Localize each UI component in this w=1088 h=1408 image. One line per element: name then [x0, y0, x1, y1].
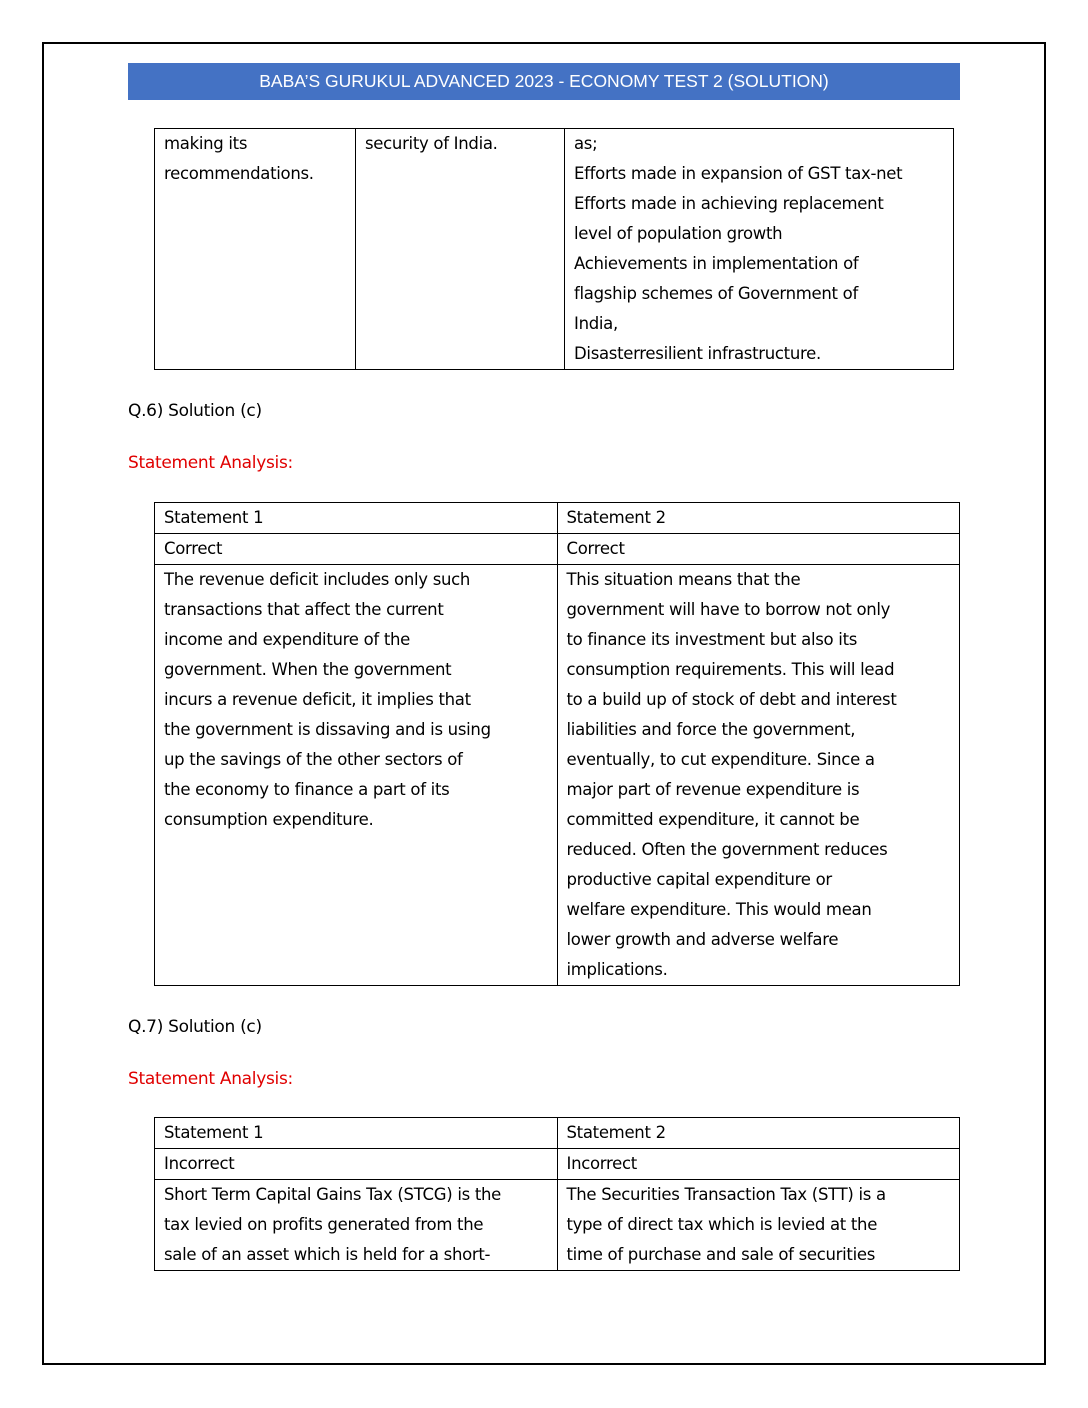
table-header-cell: Statement 1 — [155, 1118, 558, 1149]
cell-line: consumption expenditure. — [164, 810, 374, 829]
explanation-cell — [155, 1180, 558, 1271]
explanation-cell — [557, 565, 960, 986]
cell-line: eventually, to cut expenditure. Since a — [566, 750, 875, 769]
cell-line: sale of an asset which is held for a short- — [164, 1245, 491, 1264]
verdict-cell: Incorrect — [155, 1149, 558, 1180]
cell-line: Efforts made in expansion of GST tax-net — [574, 164, 903, 183]
table-header-cell: Statement 1 — [155, 503, 558, 534]
cell-line: the government is dissaving and is using — [164, 720, 491, 739]
table-header-row — [155, 503, 960, 534]
table-row — [155, 129, 954, 370]
statement-analysis-label: Statement Analysis: — [128, 1069, 293, 1089]
verdict-cell: Correct — [155, 534, 558, 565]
table-cell — [155, 129, 356, 370]
document-title: BABA’S GURUKUL ADVANCED 2023 - ECONOMY TEST 2 (SOLUTION) — [259, 71, 829, 91]
cell-line: up the savings of the other sectors of — [164, 750, 463, 769]
cell-line: income and expenditure of the — [164, 630, 411, 649]
table-cell — [356, 129, 565, 370]
verdict-row — [155, 534, 960, 565]
cell-line: productive capital expenditure or — [566, 870, 832, 889]
cell-line: making its — [164, 134, 248, 153]
cell-line: This situation means that the — [566, 570, 801, 589]
cell-line: transactions that affect the current — [164, 600, 444, 619]
cell-line: consumption requirements. This will lead — [566, 660, 895, 679]
cell-line: The Securities Transaction Tax (STT) is a — [566, 1185, 886, 1204]
table-cell — [565, 129, 954, 370]
cell-line: Achievements in implementation of — [574, 254, 859, 273]
cell-line: India, — [574, 314, 618, 333]
cell-line: liabilities and force the government, — [566, 720, 856, 739]
verdict-cell: Incorrect — [557, 1149, 960, 1180]
cell-line: committed expenditure, it cannot be — [566, 810, 860, 829]
cell-line: Disasterresilient infrastructure. — [574, 344, 821, 363]
cell-line: recommendations. — [164, 164, 314, 183]
verdict-cell: Correct — [557, 534, 960, 565]
cell-line: implications. — [566, 960, 668, 979]
cell-line: major part of revenue expenditure is — [566, 780, 860, 799]
cell-line: tax levied on profits generated from the — [164, 1215, 484, 1234]
verdict-row — [155, 1149, 960, 1180]
explanation-row — [155, 1180, 960, 1271]
explanation-cell — [557, 1180, 960, 1271]
cell-line: government will have to borrow not only — [566, 600, 891, 619]
question-heading: Q.7) Solution (c) — [128, 1017, 262, 1037]
cell-line: Short Term Capital Gains Tax (STCG) is the — [164, 1185, 502, 1204]
cell-line: to a build up of stock of debt and interest — [566, 690, 897, 709]
continued-table — [154, 128, 954, 370]
cell-line: incurs a revenue deficit, it implies that — [164, 690, 471, 709]
cell-line: type of direct tax which is levied at the — [566, 1215, 878, 1234]
cell-line: lower growth and adverse welfare — [566, 930, 839, 949]
cell-line: level of population growth — [574, 224, 783, 243]
table-header-cell: Statement 2 — [557, 503, 960, 534]
cell-line: time of purchase and sale of securities — [566, 1245, 876, 1264]
cell-line: Efforts made in achieving replacement — [574, 194, 884, 213]
statement-table — [154, 1117, 960, 1271]
cell-line: security of India. — [365, 134, 498, 153]
statement-table — [154, 502, 960, 986]
cell-line: as; — [574, 134, 598, 153]
cell-line: government. When the government — [164, 660, 452, 679]
cell-line: The revenue deficit includes only such — [164, 570, 471, 589]
cell-line: flagship schemes of Government of — [574, 284, 858, 303]
statement-analysis-label: Statement Analysis: — [128, 453, 293, 473]
table-header-cell: Statement 2 — [557, 1118, 960, 1149]
table-header-row — [155, 1118, 960, 1149]
cell-line: the economy to finance a part of its — [164, 780, 450, 799]
cell-line: welfare expenditure. This would mean — [566, 900, 872, 919]
question-heading: Q.6) Solution (c) — [128, 401, 262, 421]
cell-line: reduced. Often the government reduces — [566, 840, 888, 859]
explanation-cell — [155, 565, 558, 986]
cell-line: to finance its investment but also its — [566, 630, 858, 649]
explanation-row — [155, 565, 960, 986]
document-header — [128, 63, 960, 100]
